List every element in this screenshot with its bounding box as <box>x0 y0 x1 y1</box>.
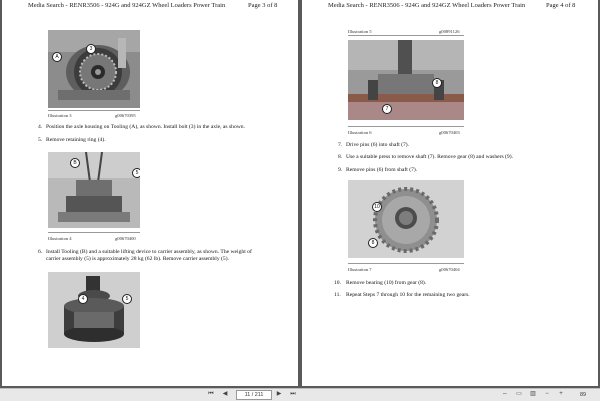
illustration-5-caption: Illustration 5 <box>348 29 372 34</box>
caption-rule <box>348 263 464 264</box>
illustration-4-code: g00670400 <box>115 236 136 241</box>
step-5-number: 5. <box>38 137 43 143</box>
callout-5: 5 <box>122 294 132 304</box>
fit-page-icon: ▭ <box>516 391 522 397</box>
illustration-3-photo <box>48 30 140 108</box>
step-10-text: Remove bearing (10) from gear (8). <box>346 280 427 286</box>
illustration-7-caption: Illustration 7 <box>348 267 372 272</box>
zoom-out-icon: − <box>545 391 549 397</box>
step-8-text: Use a suitable press to remove shaft (7). Remove gear (8) and washers (9). <box>346 154 513 160</box>
caption-rule <box>48 232 140 233</box>
callout-5: 5 <box>132 168 140 178</box>
next-page-icon: ▶ <box>276 391 282 397</box>
illustration-carrier-photo <box>48 272 140 348</box>
next-page-button[interactable] <box>274 390 284 399</box>
step-5-text: Remove retaining ring (4). <box>46 137 106 143</box>
caption-rule <box>348 126 464 127</box>
step-9-number: 9. <box>338 167 343 173</box>
callout-10: 10 <box>372 202 382 212</box>
page-counter-input[interactable]: 11 / 211 <box>236 390 272 400</box>
toolbar-tool-2[interactable] <box>514 390 524 399</box>
first-page-button[interactable] <box>206 390 216 399</box>
illustration-4-caption: Illustration 4 <box>48 236 72 241</box>
step-7-text: Drive pins (6) into shaft (7). <box>346 142 410 148</box>
step-7-number: 7. <box>338 142 343 148</box>
step-6-line-1: Install Tooling (B) and a suitable lifting device to carrier assembly, as shown. The weight of <box>46 249 252 255</box>
illustration-6-caption: Illustration 6 <box>348 130 372 135</box>
callout-7: 7 <box>382 104 392 114</box>
step-10-number: 10. <box>334 280 341 286</box>
left-page-header-title: Media Search - RENR3506 - 924G and 924GZ Wheel Loaders Power Train <box>28 2 226 9</box>
toolbar-tool-4[interactable] <box>542 390 552 399</box>
callout-8: 8 <box>432 78 442 88</box>
toolbar-tool-3[interactable] <box>528 390 538 399</box>
left-page-number: Page 3 of 8 <box>248 2 278 9</box>
last-page-button[interactable] <box>288 390 298 399</box>
right-document-page <box>302 0 598 386</box>
step-9-text: Remove pins (6) from shaft (7). <box>346 167 418 173</box>
zoom-in-icon: + <box>559 391 563 397</box>
callout-8: 8 <box>368 238 378 248</box>
pdf-navigation-toolbar <box>0 388 600 401</box>
last-page-icon: ⏭ <box>290 391 296 397</box>
step-11-number: 11. <box>334 292 341 298</box>
zoom-level[interactable]: 89 <box>580 392 586 398</box>
illustration-3-code: g00670395 <box>115 113 136 118</box>
illustration-4-photo <box>48 152 140 228</box>
step-4-text: Position the axle housing on Tooling (A), as shown. Install bolt (3) in the axle, as shown. <box>46 124 245 130</box>
callout-4: 4 <box>78 294 88 304</box>
illustration-7-code: g00670404 <box>439 267 460 272</box>
caption-rule <box>348 35 464 36</box>
prev-page-icon: ◀ <box>222 391 228 397</box>
step-6-line-2: carrier assembly (5) is approximately 28 kg (62 lb). Remove carrier assembly (5). <box>46 256 229 262</box>
fit-width-icon: ⇔ <box>502 391 508 397</box>
two-page-icon: ▥ <box>530 391 536 397</box>
illustration-6-code: g00670403 <box>439 130 460 135</box>
callout-b: B <box>70 158 80 168</box>
illustration-5-code: g00891126 <box>439 29 460 34</box>
step-6-number: 6. <box>38 249 43 255</box>
callout-3: 3 <box>86 44 96 54</box>
illustration-6-photo <box>348 40 464 120</box>
caption-rule <box>48 110 140 111</box>
right-page-header-title: Media Search - RENR3506 - 924G and 924GZ Wheel Loaders Power Train <box>328 2 526 9</box>
right-page-number: Page 4 of 8 <box>546 2 576 9</box>
step-11-text: Repeat Steps 7 through 10 for the remaining two gears. <box>346 292 470 298</box>
step-8-number: 8. <box>338 154 343 160</box>
first-page-icon: ⏮ <box>208 391 214 397</box>
toolbar-tool-5[interactable] <box>556 390 566 399</box>
left-document-page <box>2 0 298 386</box>
prev-page-button[interactable] <box>220 390 230 399</box>
illustration-3-caption: Illustration 3 <box>48 113 72 118</box>
callout-a: A <box>52 52 62 62</box>
toolbar-tool-1[interactable] <box>500 390 510 399</box>
step-4-number: 4. <box>38 124 43 130</box>
illustration-7-photo <box>348 180 464 258</box>
